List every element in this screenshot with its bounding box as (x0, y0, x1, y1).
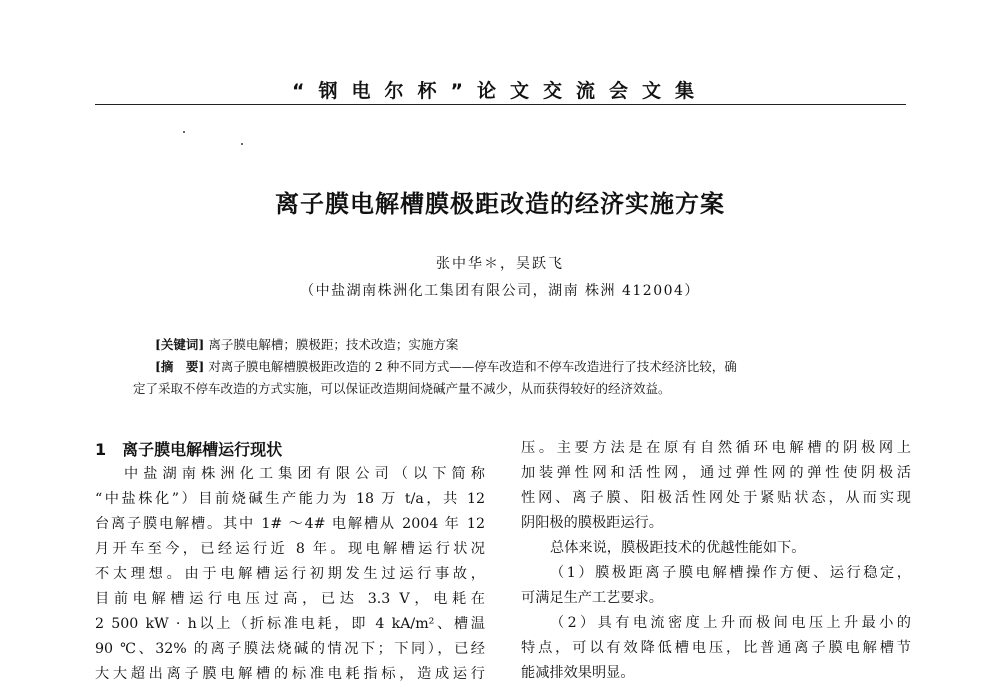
paragraph-line: 加装弹性网和活性网，通过弹性网的弹性使阴极活 (521, 465, 911, 481)
abstract-block (133, 334, 875, 400)
paragraph-line: 中盐湖南株洲化工集团有限公司（以下简称 (124, 466, 485, 482)
paragraph-line: （2）具有电流密度上升而极间电压上升最小的 (550, 615, 911, 631)
paragraph-line: 特点，可以有效降低槽电压，比普通离子膜电解槽节 (521, 640, 911, 656)
section-heading: 1 离子膜电解槽运行现状 (95, 440, 283, 459)
paragraph-line: 月开车至今，已经运行近 8 年。现电解槽运行状况 (95, 541, 485, 557)
paragraph-line: 大大超出离子膜电解槽的标准电耗指标，造成运行 (95, 666, 485, 682)
abstract-label: [摘 要] (155, 359, 205, 374)
paragraph-line: “中盐株化”）目前烧碱生产能力为 18 万 t/a，共 12 (95, 491, 485, 507)
keywords-text: 离子膜电解槽；膜极距；技术改造；实施方案 (208, 337, 459, 352)
paragraph-line: （1）膜极距离子膜电解槽操作方便、运行稳定， (550, 565, 911, 581)
abstract-text: 对离子膜电解槽膜极距改造的 2 种不同方式——停车改造和不停车改造进行了技术经济比较，确 (208, 359, 737, 374)
article-authors: 张中华＊，吴跃飞 (436, 256, 564, 272)
keywords-label: [关键词] (155, 337, 205, 352)
header-rule (95, 104, 906, 105)
left-column (95, 436, 485, 687)
running-header: “钢电尔杯”论文交流会文集 (292, 80, 708, 102)
paragraph-line: 能减排效果明显。 (521, 665, 635, 681)
paragraph-line: 总体来说，膜极距技术的优越性能如下。 (550, 540, 806, 556)
abstract-line (133, 356, 875, 378)
paragraph-line: 阴阳极的膜极距运行。 (521, 515, 663, 531)
article-affiliation: （中盐湖南株洲化工集团有限公司，湖南 株洲 412004） (300, 283, 700, 299)
abstract-line: 定了采取不停车改造的方式实施，可以保证改造期间烧碱产量不减少，从而获得较好的经济效益。 (133, 381, 671, 396)
article-title: 离子膜电解槽膜极距改造的经济实施方案 (275, 190, 725, 218)
paragraph-line: 性网、离子膜、阳极活性网处于紧贴状态，从而实现 (521, 490, 911, 506)
scan-speck (183, 131, 185, 133)
paragraph-line: 90 ℃、32% 的离子膜法烧碱的情况下；下同），已经 (95, 641, 485, 657)
paragraph-line: 压。主要方法是在原有自然循环电解槽的阴极网上 (521, 440, 911, 456)
right-column (521, 436, 911, 686)
paragraph-line: 2 500 kW · h以上（折标准电耗，即 4 kA/m²、槽温 (95, 616, 485, 632)
paragraph-line: 目前电解槽运行电压过高，已达 3.3 V，电耗在 (95, 591, 485, 607)
keywords-line (133, 334, 875, 356)
paragraph-line: 台离子膜电解槽。其中 1# ～4# 电解槽从 2004 年 12 (95, 516, 485, 532)
scan-speck (241, 143, 243, 145)
paragraph-line: 可满足生产工艺要求。 (521, 590, 663, 606)
paragraph-line: 不太理想。由于电解槽运行初期发生过运行事故， (95, 566, 485, 582)
